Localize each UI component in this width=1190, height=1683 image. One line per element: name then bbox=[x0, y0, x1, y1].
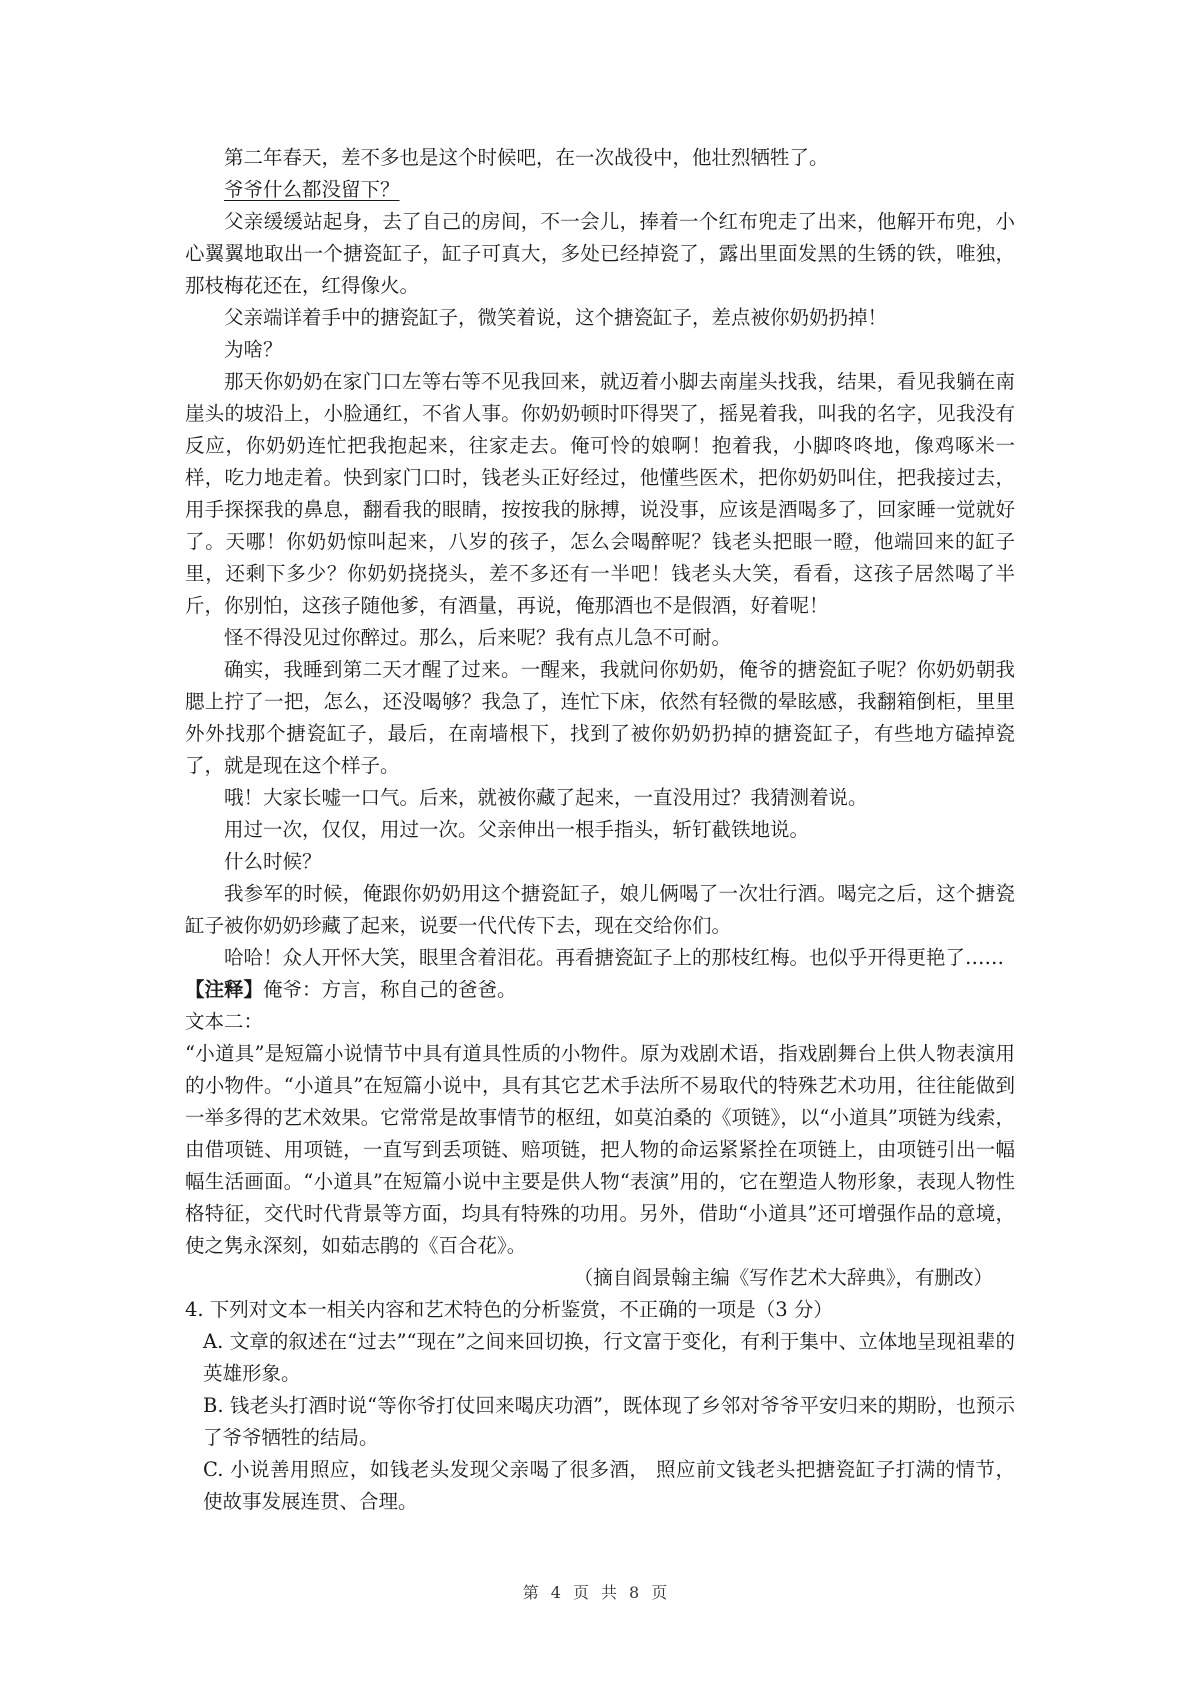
underlined-question: 爷爷什么都没留下？ bbox=[224, 178, 400, 201]
text1-paragraph: 父亲端详着手中的搪瓷缸子，微笑着说，这个搪瓷缸子，差点被你奶奶扔掉！ bbox=[224, 306, 888, 329]
current-page-number: 4 bbox=[550, 1583, 561, 1602]
annotation-head: 【注释】 bbox=[185, 978, 264, 1001]
total-page-number: 8 bbox=[629, 1583, 640, 1602]
question-option-a: A. 文章的叙述在“过去”“现在”之间来回切换，行文富于变化，有利于集中、立体地呈现祖辈的英雄形象。 bbox=[203, 1330, 1015, 1385]
question-stem: 4. 下列对文本一相关内容和艺术特色的分析鉴赏，不正确的一项是（3 分） bbox=[185, 1298, 833, 1321]
question-option-b: B. 钱老头打酒时说“等你爷打仗回来喝庆功酒”，既体现了乡邻对爷爷平安归来的期盼，也预示了爷爷牺牲的结局。 bbox=[203, 1394, 1015, 1449]
question-option-c: C. 小说善用照应，如钱老头发现父亲喝了很多酒， 照应前文钱老头把搪瓷缸子打满的情节，使故事发展连贯、合理。 bbox=[203, 1458, 1015, 1513]
exam-page bbox=[185, 142, 1015, 1518]
annotation-text: 俺爷：方言，称自己的爸爸。 bbox=[263, 978, 517, 1001]
text1-paragraph: 用过一次，仅仅，用过一次。父亲伸出一根手指头，斩钉截铁地说。 bbox=[224, 818, 810, 841]
footer-text: 页 bbox=[651, 1583, 668, 1602]
text2-heading: 文本二： bbox=[185, 1010, 264, 1033]
text1-paragraph: 怪不得没见过你醉过。那么，后来呢？我有点儿急不可耐。 bbox=[224, 626, 732, 649]
text1-paragraph: 那天你奶奶在家门口左等右等不见我回来，就迈着小脚去南崖头找我，结果，看见我躺在南崖头的坡沿上，小脸通红，不省人事。你奶奶顿时吓得哭了，摇晃着我，叫我的名字，见我没有反应，你奶奶连忙把我抱起来，往家走去。俺可怜的娘啊！抱着我，小脚咚咚地，像鸡啄米一样，吃力地走着。快到家门口时，钱老头正好经过，他懂些医术，把你奶奶叫住，把我接过去，用手探探我的鼻息，翻看我的眼睛，按按我的脉搏，说没事，应该是酒喝多了，回家睡一觉就好了。天哪！你奶奶惊叫起来，八岁的孩子，怎么会喝醉呢？钱老头把眼一瞪，他端回来的缸子里，还剩下多少？你奶奶挠挠头，差不多还有一半吧！钱老头大笑，看看，这孩子居然喝了半斤，你别怕，这孩子随他爹，有酒量，再说，俺那酒也不是假酒，好着呢！ bbox=[185, 370, 1015, 617]
text1-paragraph: 确实，我睡到第二天才醒了过来。一醒来，我就问你奶奶，俺爷的搪瓷缸子呢？你奶奶朝我腮上拧了一把，怎么，还没喝够？我急了，连忙下床，依然有轻微的晕眩感，我翻箱倒柜，里里外外找那个搪瓷缸子，最后，在南墙根下，找到了被你奶奶扔掉的搪瓷缸子，有些地方磕掉瓷了，就是现在这个样子。 bbox=[185, 658, 1015, 777]
text1-paragraph: 什么时候？ bbox=[224, 850, 322, 873]
text1-paragraph: 为啥？ bbox=[224, 338, 283, 361]
annotation bbox=[185, 974, 1015, 1006]
text1-paragraph: 哦！大家长嘘一口气。后来，就被你藏了起来，一直没用过？我猜测着说。 bbox=[224, 786, 868, 809]
text2-source: （摘自阎景翰主编《写作艺术大辞典》，有删改） bbox=[573, 1266, 993, 1289]
page-footer bbox=[0, 1580, 1190, 1603]
footer-text: 页 bbox=[572, 1583, 589, 1602]
footer-text: 共 bbox=[601, 1583, 618, 1602]
text1-paragraph bbox=[185, 174, 1015, 206]
text1-paragraph: 哈哈！众人开怀大笑，眼里含着泪花。再看搪瓷缸子上的那枝红梅。也似乎开得更艳了…… bbox=[224, 946, 1005, 969]
text1-paragraph: 第二年春天，差不多也是这个时候吧，在一次战役中，他壮烈牺牲了。 bbox=[224, 146, 829, 169]
text1-paragraph: 我参军的时候，俺跟你奶奶用这个搪瓷缸子，娘儿俩喝了一次壮行酒。喝完之后，这个搪瓷缸子被你奶奶珍藏了起来，说要一代代传下去，现在交给你们。 bbox=[185, 882, 1015, 937]
text1-paragraph: 父亲缓缓站起身，去了自己的房间，不一会儿，捧着一个红布兜走了出来，他解开布兜，小心翼翼地取出一个搪瓷缸子，缸子可真大，多处已经掉瓷了，露出里面发黑的生锈的铁，唯独，那枝梅花还在，红得像火。 bbox=[185, 210, 1015, 297]
text2-body: “小道具”是短篇小说情节中具有道具性质的小物件。原为戏剧术语，指戏剧舞台上供人物表演用的小物件。“小道具”在短篇小说中，具有其它艺术手法所不易取代的特殊艺术功用，往往能做到一举多得的艺术效果。它常常是故事情节的枢纽，如莫泊桑的《项链》，以“小道具”项链为线索，由借项链、用项链，一直写到丢项链、赔项链，把人物的命运紧紧拴在项链上，由项链引出一幅幅生活画面。“小道具”在短篇小说中主要是供人物“表演”用的，它在塑造人物形象，表现人物性格特征，交代时代背景等方面，均具有特殊的功用。另外，借助“小道具”还可增强作品的意境，使之隽永深刻，如茹志鹃的《百合花》。 bbox=[185, 1042, 1015, 1257]
footer-text: 第 bbox=[522, 1583, 539, 1602]
